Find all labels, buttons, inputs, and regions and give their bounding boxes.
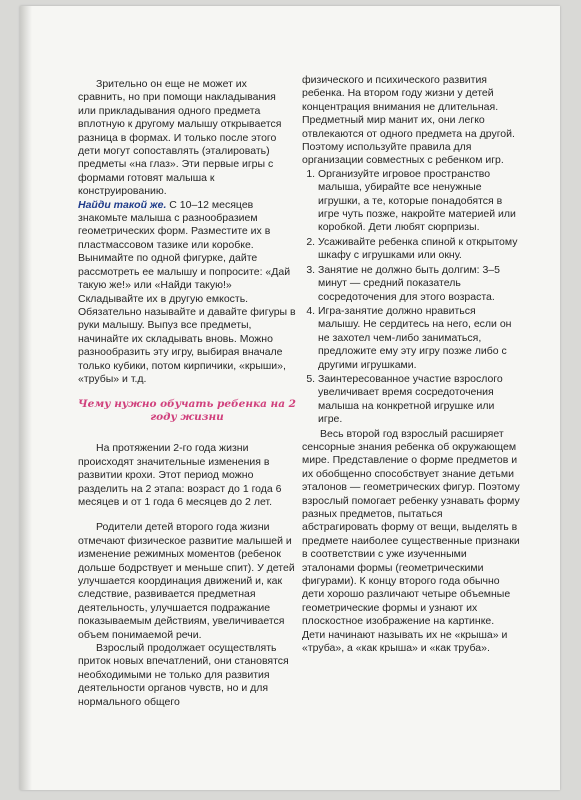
list-item: 5. Заинтересованное участие взрослого увеличивает время сосредоточения малыша на конкретной игрушке или игре. [318,373,520,427]
right-column [302,74,520,655]
book-page [20,6,560,790]
game-paragraph [78,199,296,387]
paragraph: Родители детей второго года жизни отмечают физическое развитие малышей и изменение режимных моментов (ребенок дольше бодрствует и меньше спит). У детей улучшается координация движений и, как следствие, развивается предметная деятельность, улучшается подражание показываемым действиям, увеличивается объем понимаемой речи. [78,521,295,641]
list-item: 1. Организуйте игровое пространство малыша, убирайте все ненужные игрушки, а те, которые понадобятся в игре чуть позже, накройте материей или коробкой. Дети любят сюрпризы. [318,168,520,235]
paragraph: На протяжении 2-го года жизни происходят значительные изменения в развитии крохи. Этот период можно разделить на 2 этапа: возраст до 1 года 6 месяцев и от 1 года 6 месяцев до 2 лет. [78,442,282,508]
rules-list [302,168,520,427]
section-subheading: Чему нужно обучать ребенка на 2 году жизни [78,398,296,424]
list-item: 2. Усаживайте ребенка спиной к открытому шкафу с игрушками или окну. [318,236,520,263]
left-column [78,78,296,709]
paragraph: физического и психического развития ребенка. На втором году жизни у детей концентрация внимания не длительная. Предметный мир манит их, они легко отвлекаются от одного предмета на другой. Поэтому используйте правила для организации совместных с ребенком игр. [302,74,515,167]
list-item: 3. Занятие не должно быть долгим: 3–5 минут — средний показатель сосредоточения для этого возраста. [318,264,520,304]
paragraph: Зрительно он еще не может их сравнить, но при помощи накладывания или прикладывания одного предмета вплотную к другому малышу открывается разница в формах. И только после этого дети могут сопоставлять (эталировать) предметы «на глаз». Эти первые игры с формами готовят малыша к конструированию. [78,78,282,198]
page-gutter-shadow [20,6,32,790]
game-title: Найди такой же. [78,198,167,211]
list-item: 4. Игра-занятие должно нравиться малышу. Не сердитесь на него, если он не захотел чем-либо заниматься, предложите ему эту игру позже либо с другими игрушками. [318,305,520,372]
paragraph: Взрослый продолжает осуществлять приток новых впечатлений, они становятся необходимыми не только для развития деятельности органов чувств, но и для нормального общего [78,642,289,708]
game-text: С 10–12 месяцев знакомьте малыша с разнообразием геометрических форм. Разместите их в пластмассовом тазике или коробке. Вынимайте по одной фигурке, дайте рассмотреть ее малышу и попросите: «Дай такую же!» или «Найди такую!» Складывайте их в другую емкость. Обязательно называйте и давайте фигуры в руки малышу. Выпуз все предметы, начинайте их складывать вновь. Можно разнообразить эту игру, выбирая вначале только кубики, потом кирпичики, «крыши», «трубы» и т.д. [78,198,296,385]
paragraph: Весь второй год взрослый расширяет сенсорные знания ребенка об окружающем мире. Представление о форме предметов и их обобщенно способствует знание детьми эталонов — геометрических фигур. Поэтому взрослый помогает ребенку узнавать форму разных предметов, пытаться абстрагировать форму от вещи, выделять в предмете наиболее существенные признаки в соответствии с уже изученными эталонами формы (геометрическими фигурами). К концу второго года обычно дети хорошо различают четыре объемные геометрические формы и узнают их плоскостное изображение на картинке. Дети начинают называть их не «крыша» и «труба», а «как крыша» и «как труба». [302,427,520,655]
